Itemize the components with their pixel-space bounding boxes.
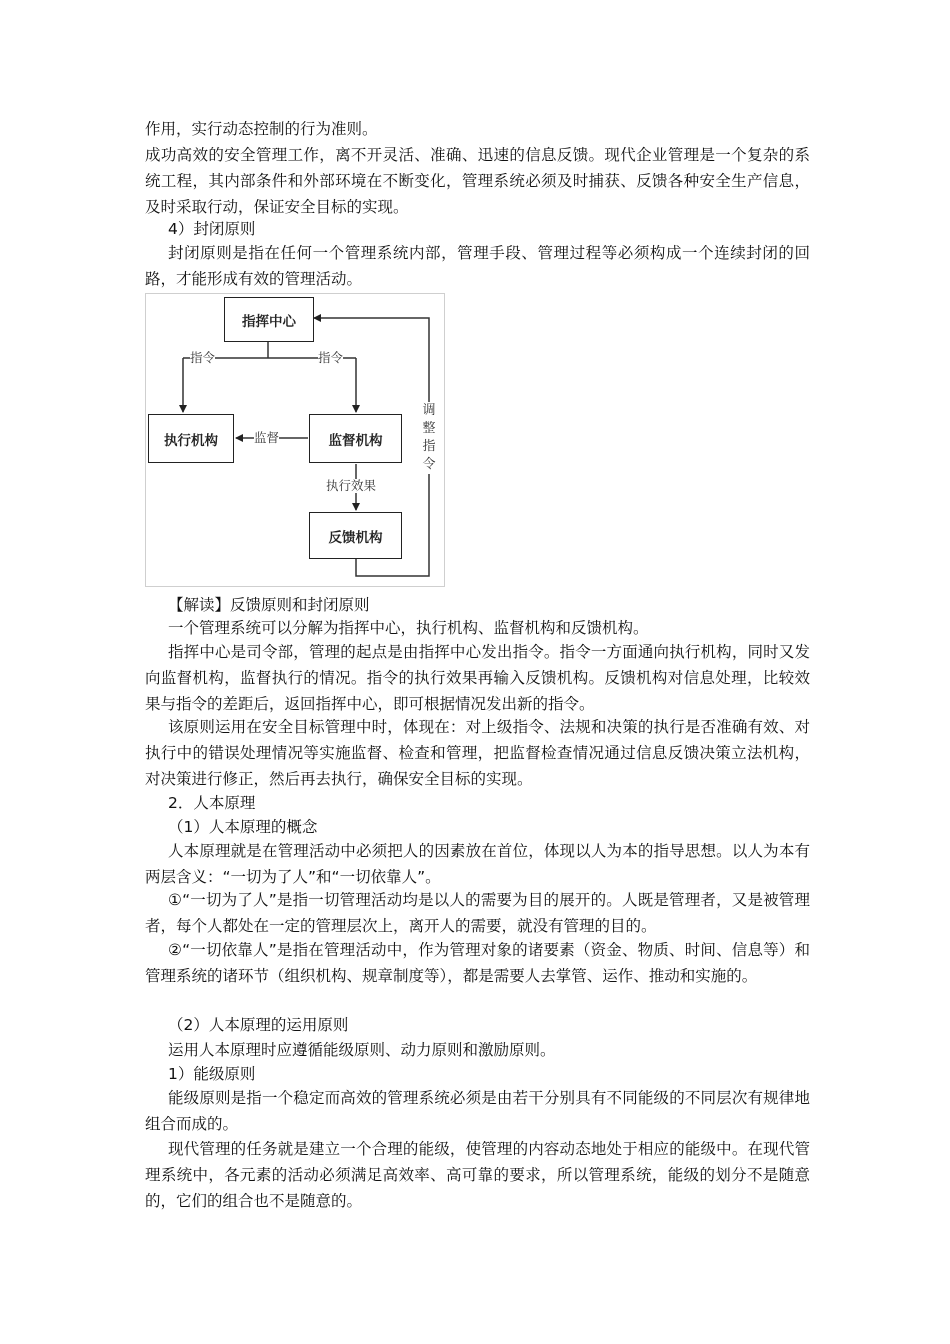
paragraph-feedback-importance: 成功高效的安全管理工作，离不开灵活、准确、迅速的信息反馈。现代企业管理是一个复杂的系统工程，其内部条件和外部环境在不断变化，管理系统必须及时捕获、反馈各种安全生产信息，及时采取行动，保证安全目标的实现。	[145, 146, 810, 216]
label-supervise: 监督	[254, 430, 280, 445]
box-execution-unit: 执行机构	[148, 414, 234, 463]
heading-energy-level-principle: 1）能级原则	[168, 1065, 256, 1083]
paragraph-modern-management: 现代管理的任务就是建立一个合理的能级，使管理的内容动态地处于相应的能级中。在现代管理系统中，各元素的活动必须满足高效率、高可靠的要求，所以管理系统，能级的划分不是随意的，它们的组合也不是随意的。	[145, 1140, 810, 1210]
label-adjust-char: 指	[422, 439, 436, 454]
label-execution-effect: 执行效果	[326, 478, 377, 493]
paragraph-energy-level-definition: 能级原则是指一个稳定而高效的管理系统必须是由若干分别具有不同能级的不同层次有规律地组合而成的。	[145, 1089, 810, 1133]
heading-closure-principle: 4）封闭原则	[168, 220, 256, 238]
paragraph-continuation: 作用，实行动态控制的行为准则。	[145, 120, 378, 138]
label-adjust-char: 整	[422, 421, 436, 436]
paragraph-all-for-people: ①“一切为了人”是指一切管理活动均是以人的需要为目的展开的。人既是管理者，又是被管理者，每个人都处在一定的管理层次上，离开人的需要，就没有管理的目的。	[145, 891, 810, 935]
heading-human-principle: 2．人本原理	[168, 794, 256, 812]
paragraph-command-center: 指挥中心是司令部，管理的起点是由指挥中心发出指令。指令一方面通向执行机构，同时又发向监督机构，监督执行的情况。指令的执行效果再输入反馈机构。反馈机构对信息处理，比较效果与指令的差距后，返回指挥中心，即可根据情况发出新的指令。	[145, 643, 810, 713]
paragraph-rely-on-people: ②“一切依靠人”是指在管理活动中，作为管理对象的诸要素（资金、物质、时间、信息等）和管理系统的诸环节（组织机构、规章制度等），都是需要人去掌管、运作、推动和实施的。	[145, 941, 810, 985]
paragraph-closure-definition: 封闭原则是指在任何一个管理系统内部，管理手段、管理过程等必须构成一个连续封闭的回路，才能形成有效的管理活动。	[145, 244, 810, 288]
heading-human-concept: （1）人本原理的概念	[168, 818, 318, 836]
closed-loop-diagram	[145, 293, 445, 587]
box-command-center: 指挥中心	[224, 297, 314, 342]
label-adjust-order	[421, 402, 437, 474]
paragraph-application-principles: 运用人本原理时应遵循能级原则、动力原则和激励原则。	[168, 1041, 556, 1059]
heading-application-principles: （2）人本原理的运用原则	[168, 1016, 349, 1034]
heading-interpretation: 【解读】反馈原则和封闭原则	[168, 596, 370, 614]
label-adjust-char: 令	[422, 457, 436, 472]
label-order-left: 指令	[190, 350, 216, 365]
box-supervision-unit: 监督机构	[309, 414, 402, 463]
label-order-right: 指令	[318, 350, 344, 365]
paragraph-human-definition: 人本原理就是在管理活动中必须把人的因素放在首位，体现以人为本的指导思想。以人为本有两层含义：“一切为了人”和“一切依靠人”。	[145, 842, 810, 886]
box-feedback-unit: 反馈机构	[309, 512, 402, 559]
paragraph-safety-application: 该原则运用在安全目标管理中时，体现在：对上级指令、法规和决策的执行是否准确有效、对执行中的错误处理情况等实施监督、检查和管理，把监督检查情况通过信息反馈决策立法机构，对决策进行修正，然后再去执行，确保安全目标的实现。	[145, 718, 810, 788]
paragraph-system-decomposition: 一个管理系统可以分解为指挥中心，执行机构、监督机构和反馈机构。	[168, 619, 649, 637]
label-adjust-char: 调	[422, 403, 436, 418]
